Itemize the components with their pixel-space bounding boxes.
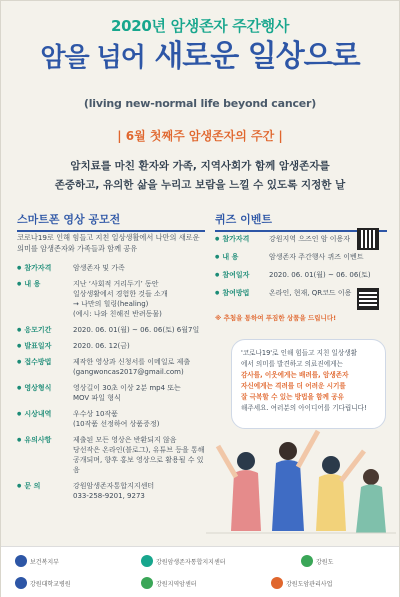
- person-icon: [316, 451, 364, 531]
- person-icon: [356, 469, 386, 533]
- qr-code-icon[interactable]: [357, 228, 379, 250]
- quiz-row-content: ● 내 용 암생존자 주간행사 퀴즈 이벤트: [215, 252, 387, 262]
- description-line-1: 암치료를 마친 환자와 가족, 지역사회가 함께 암생존자를: [70, 160, 330, 172]
- logo-cancer-center: 강원지역암센터: [141, 577, 197, 589]
- row-awards: ● 시상내역 우수상 10작품 (10작품 선정하여 상품증정): [17, 409, 205, 429]
- logo-cancer-program: 강원도암관리사업: [271, 577, 332, 589]
- row-announce: ● 발표일자 2020. 06. 12(금): [17, 341, 205, 351]
- row-content: ● 내 용 지난 ‘사회적 거리두기’ 동안 일상생활에서 경험한 것들 소개 → 나만의 힐링(healing) (예시: 나와 친해진 반려동물): [17, 279, 205, 319]
- main-title-a: 암을 넘어: [40, 43, 145, 73]
- row-submit: ● 접수방법 제작한 영상과 신청서를 이메일로 제출 (gangwoncas2017@gmail.com): [17, 357, 205, 377]
- person-icon: [272, 431, 318, 531]
- description: [19, 157, 381, 195]
- english-title: (living new-normal life beyond cancer): [83, 97, 317, 110]
- quiz-note: ※ 추첨을 통하여 푸짐한 상품을 드립니다!: [215, 314, 337, 322]
- quiz-row-eligibility: ● 참가자격 강원지역 으즈인 암 이용자: [215, 234, 387, 244]
- year-title: 2020년 암생존자 주간행사: [110, 17, 290, 35]
- logo-gangwon: 강원도: [301, 555, 333, 567]
- description-line-2: 존중하고, 유의한 삶을 누리고 보람을 느낄 수 있도록 지정한 날: [54, 179, 346, 191]
- row-contact: ● 문 의 강원암생존자통합지지센터 033-258-9201, 9273: [17, 481, 205, 501]
- row-eligibility: ● 참가자격 암생존자 및 가족: [17, 263, 205, 273]
- people-illustration: [206, 421, 396, 551]
- row-notes: ● 유의사항 제출된 모든 영상은 반환되지 않음 당선작은 온라인(블로그), 유튜브 등을 통해 공개되며, 향후 홍보 영상으로 활용될 수 있음: [17, 435, 205, 475]
- qr-code-icon[interactable]: [357, 288, 379, 310]
- logo-hospital: 강원대학교병원: [15, 577, 71, 589]
- video-contest-intro: 코로나19로 인해 힘들고 지친 일상생활에서 나만의 새로운 의미를 암생존자와 가족들과 함께 공유: [17, 233, 200, 253]
- logo-support-center: 강원암생존자통합지지센터: [141, 555, 226, 567]
- main-title: [1, 39, 399, 76]
- quiz-heading: 퀴즈 이벤트: [215, 211, 387, 232]
- footer-logos: [1, 546, 399, 597]
- quiz-row-method: ● 참여방법 온라인, 현재, QR코드 이용: [215, 288, 387, 298]
- video-contest-rows: [17, 263, 205, 507]
- row-format: ● 영상형식 영상길이 30초 이상 2분 mp4 또는 MOV 파일 형식: [17, 383, 205, 403]
- subtitle: | 6월 첫째주 암생존자의 주간 |: [117, 129, 283, 143]
- speech-bubble: '코로나19'로 인해 힘들고 지친 일상생활 에서 의미를 발견하고 의료진에게는 감사를, 이웃에게는 배려를, 암생존자 자신에게는 격려를 더 어려운 시기를 잘 극복할 수 있는 방법을 함께 공유 해주세요. 여러분의 아이디어를 기다립니다!: [231, 339, 386, 429]
- row-period: ● 응모기간 2020. 06. 01(월) ~ 06. 06(토) 6월7일: [17, 325, 205, 335]
- video-contest-heading: 스마트폰 영상 공모전: [17, 211, 205, 232]
- logo-ministry: 보건복지부: [15, 555, 59, 567]
- person-icon: [218, 446, 261, 531]
- main-title-b: 새로운 일상으로: [154, 39, 360, 74]
- quiz-row-date: ● 참여일자 2020. 06. 01(월) ~ 06. 06(토): [215, 270, 387, 280]
